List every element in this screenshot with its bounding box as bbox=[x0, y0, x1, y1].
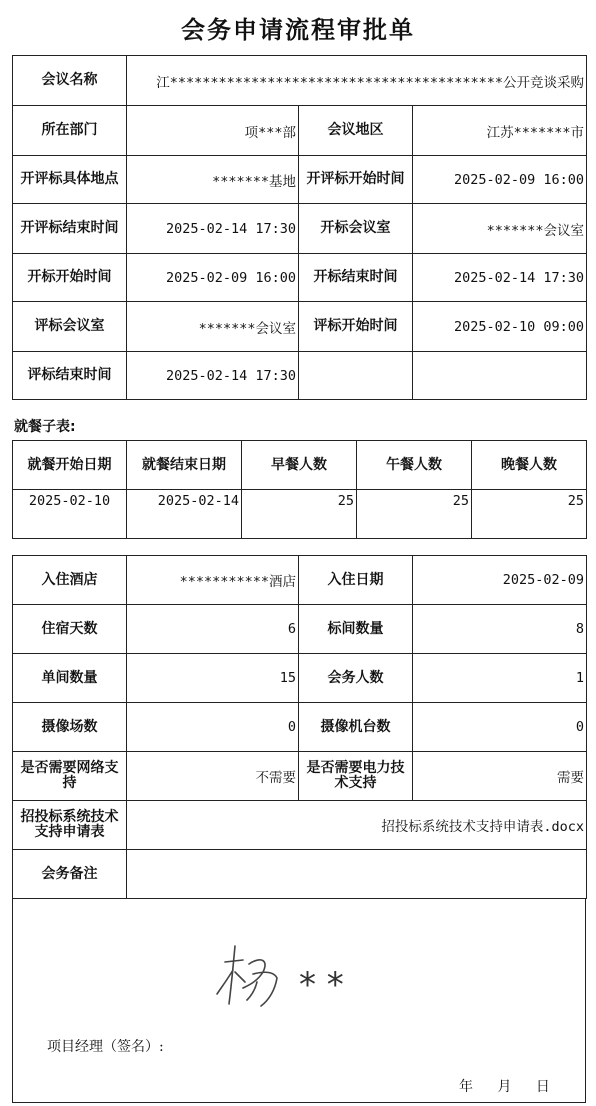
system-support-label: 招投标系统技术支持申请表 bbox=[13, 801, 127, 850]
bid-place-label: 开评标具体地点 bbox=[13, 156, 127, 204]
dept-value: 项***部 bbox=[127, 106, 299, 156]
single-rooms-label: 单间数量 bbox=[13, 654, 127, 703]
meeting-name-label: 会议名称 bbox=[13, 56, 127, 106]
hotel-value: ***********酒店 bbox=[127, 556, 299, 605]
camera-count-value: 0 bbox=[413, 703, 587, 752]
nights-label: 住宿天数 bbox=[13, 605, 127, 654]
open-end-value: 2025-02-14 17:30 bbox=[413, 254, 587, 302]
eval-start-value: 2025-02-10 09:00 bbox=[413, 302, 587, 352]
meeting-info-table bbox=[12, 55, 587, 400]
single-rooms-value: 15 bbox=[127, 654, 299, 703]
bid-place-value: *******基地 bbox=[127, 156, 299, 204]
eval-end-value: 2025-02-14 17:30 bbox=[127, 352, 299, 400]
meeting-name-value: 江*****************************************公开竞谈采购 bbox=[127, 56, 587, 106]
hotel-table bbox=[12, 555, 587, 899]
lunch-count: 25 bbox=[357, 490, 472, 539]
bid-start-value: 2025-02-09 16:00 bbox=[413, 156, 587, 204]
meals-end-date: 2025-02-14 bbox=[127, 490, 242, 539]
remarks-value bbox=[127, 850, 587, 899]
bid-end-value: 2025-02-14 17:30 bbox=[127, 204, 299, 254]
signature-label: 项目经理（签名）: bbox=[47, 1039, 164, 1055]
open-room-value: *******会议室 bbox=[413, 204, 587, 254]
dinner-count: 25 bbox=[472, 490, 587, 539]
signature-area bbox=[12, 898, 586, 1103]
open-room-label: 开标会议室 bbox=[299, 204, 413, 254]
twin-rooms-label: 标间数量 bbox=[299, 605, 413, 654]
meals-header-cell: 就餐结束日期 bbox=[127, 441, 242, 490]
meals-header-cell: 午餐人数 bbox=[357, 441, 472, 490]
remarks-label: 会务备注 bbox=[13, 850, 127, 899]
video-sessions-label: 摄像场数 bbox=[13, 703, 127, 752]
power-support-value: 需要 bbox=[413, 752, 587, 801]
handwritten-signature-icon bbox=[213, 938, 383, 1018]
network-support-label: 是否需要网络支持 bbox=[13, 752, 127, 801]
attendees-label: 会务人数 bbox=[299, 654, 413, 703]
checkin-date-value: 2025-02-09 bbox=[413, 556, 587, 605]
dept-label: 所在部门 bbox=[13, 106, 127, 156]
meals-start-date: 2025-02-10 bbox=[13, 490, 127, 539]
signature-stars: * * bbox=[299, 965, 344, 1005]
meals-table bbox=[12, 440, 587, 539]
hotel-label: 入住酒店 bbox=[13, 556, 127, 605]
bid-start-label: 开评标开始时间 bbox=[299, 156, 413, 204]
signature-date: 年 月 日 bbox=[459, 1079, 550, 1095]
power-support-label: 是否需要电力技术支持 bbox=[299, 752, 413, 801]
eval-start-label: 评标开始时间 bbox=[299, 302, 413, 352]
empty-cell bbox=[413, 352, 587, 400]
meals-heading: 就餐子表: bbox=[14, 419, 76, 435]
breakfast-count: 25 bbox=[242, 490, 357, 539]
video-sessions-value: 0 bbox=[127, 703, 299, 752]
twin-rooms-value: 8 bbox=[413, 605, 587, 654]
open-end-label: 开标结束时间 bbox=[299, 254, 413, 302]
handwritten-signature bbox=[213, 938, 383, 1022]
empty-cell bbox=[299, 352, 413, 400]
open-start-label: 开标开始时间 bbox=[13, 254, 127, 302]
checkin-date-label: 入住日期 bbox=[299, 556, 413, 605]
system-support-attachment-link[interactable]: 招投标系统技术支持申请表.docx bbox=[127, 801, 587, 850]
meals-header-cell: 就餐开始日期 bbox=[13, 441, 127, 490]
page-title: 会务申请流程审批单 bbox=[181, 16, 415, 44]
meals-header-cell: 晚餐人数 bbox=[472, 441, 587, 490]
bid-end-label: 开评标结束时间 bbox=[13, 204, 127, 254]
eval-end-label: 评标结束时间 bbox=[13, 352, 127, 400]
open-start-value: 2025-02-09 16:00 bbox=[127, 254, 299, 302]
location-value: 江苏*******市 bbox=[413, 106, 587, 156]
nights-value: 6 bbox=[127, 605, 299, 654]
attendees-value: 1 bbox=[413, 654, 587, 703]
network-support-value: 不需要 bbox=[127, 752, 299, 801]
location-label: 会议地区 bbox=[299, 106, 413, 156]
camera-count-label: 摄像机台数 bbox=[299, 703, 413, 752]
eval-room-label: 评标会议室 bbox=[13, 302, 127, 352]
meals-header-cell: 早餐人数 bbox=[242, 441, 357, 490]
eval-room-value: *******会议室 bbox=[127, 302, 299, 352]
